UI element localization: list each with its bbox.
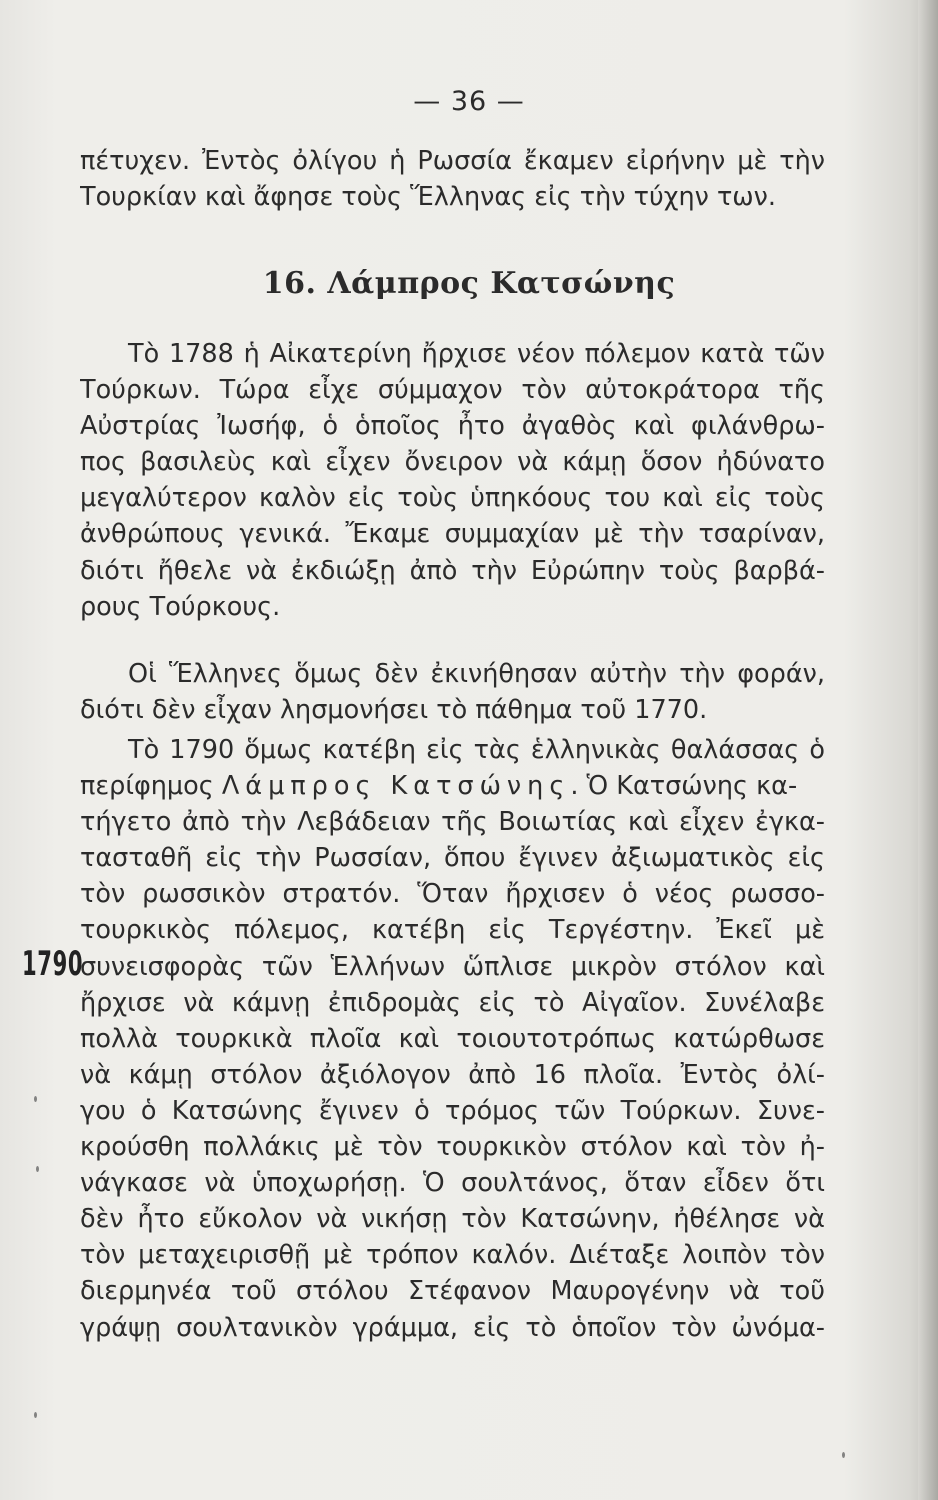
text-line: διότι ἤθελε νὰ ἐκδιώξῃ ἀπὸ τὴν Εὐρώπην τοὺς βαρβά- bbox=[80, 555, 825, 586]
text-line: ἀνθρώπους γενικά. Ἔκαμε συμμαχίαν μὲ τὴν τσαρίναν, bbox=[80, 519, 825, 550]
text-line: συνεισφορὰς τῶν Ἑλλήνων ὥπλισε μικρὸν στόλον καὶ bbox=[80, 951, 825, 982]
text-line: τὸν ρωσσικὸν στρατόν. Ὅταν ἤρχισεν ὁ νέος ρωσσο- bbox=[80, 879, 825, 910]
text-line: Αὐστρίας Ἰωσήφ, ὁ ὁποῖος ἦτο ἀγαθὸς καὶ φιλάνθρω- bbox=[80, 411, 825, 442]
text-line: τουρκικὸς πόλεμος, κατέβη εἰς Τεργέστην. Ἐκεῖ μὲ bbox=[80, 915, 825, 946]
text-line: Τούρκων. Τώρα εἶχε σύμμαχον τὸν αὐτοκράτορα τῆς bbox=[80, 375, 825, 406]
page-spine-shadow bbox=[918, 0, 938, 1500]
text-line: πέτυχεν. Ἐντὸς ὀλίγου ἡ Ρωσσία ἔκαμεν εἰρήνην μὲ τὴν bbox=[80, 146, 825, 176]
text-line: ρους Τούρκους. bbox=[80, 591, 281, 622]
text-line: Τουρκίαν καὶ ἄφησε τοὺς Ἕλληνας εἰς τὴν τύχην των. bbox=[80, 182, 777, 213]
text-line: Οἱ Ἕλληνες ὅμως δὲν ἐκινήθησαν αὐτὴν τὴν φοράν, bbox=[128, 659, 825, 689]
text-line: διερμηνέα τοῦ στόλου Στέφανον Μαυρογένην νὰ τοῦ bbox=[80, 1276, 825, 1307]
text-line: τὸν μεταχειρισθῇ μὲ τρόπον καλόν. Διέταξε λοιπὸν τὸν bbox=[80, 1240, 825, 1271]
ink-speck bbox=[36, 1166, 39, 1172]
text-line: κρούσθη πολλάκις μὲ τὸν τουρκικὸν στόλον καὶ τὸν ἠ- bbox=[80, 1132, 825, 1163]
text-line: τήγετο ἀπὸ τὴν Λεβάδειαν τῆς Βοιωτίας καὶ εἶχεν ἐγκα- bbox=[80, 807, 825, 838]
margin-year-note: 1790 bbox=[22, 944, 84, 984]
ink-speck bbox=[842, 1452, 845, 1458]
text-line: νὰ κάμῃ στόλον ἀξιόλογον ἀπὸ 16 πλοῖα. Ἐντὸς ὀλί- bbox=[80, 1059, 825, 1090]
text-line: διότι δὲν εἶχαν λησμονήσει τὸ πάθημα τοῦ 1770. bbox=[80, 695, 708, 726]
text-line: πολλὰ τουρκικὰ πλοῖα καὶ τοιουτοτρόπως κατώρθωσε bbox=[80, 1023, 825, 1054]
paragraph-3 bbox=[80, 732, 825, 1346]
text-span: περίφημος bbox=[80, 771, 222, 802]
text-line: νάγκασε νὰ ὑποχωρήσῃ. Ὁ σουλτάνος, ὅταν εἶδεν ὅτι bbox=[80, 1168, 825, 1199]
text-span: . Ὁ Κατσώνης κα- bbox=[570, 771, 798, 802]
text-line: Τὸ 1790 ὅμως κατέβη εἰς τὰς ἑλληνικὰς θαλάσσας ὁ bbox=[128, 735, 825, 765]
text-line: μεγαλύτερον καλὸν εἰς τοὺς ὑπηκόους του καὶ εἰς τοὺς bbox=[80, 483, 825, 514]
text-line: γράψῃ σουλτανικὸν γράμμα, εἰς τὸ ὁποῖον τὸν ὠνόμα- bbox=[80, 1312, 825, 1343]
spaced-name: Λάμπρος Κατσώνης bbox=[221, 771, 571, 802]
text-line: Τὸ 1788 ἡ Αἰκατερίνη ἤρχισε νέον πόλεμον κατὰ τῶν bbox=[128, 339, 825, 369]
continuation-paragraph bbox=[80, 143, 825, 215]
text-line: πος βασιλεὺς καὶ εἶχεν ὄνειρον νὰ κάμῃ ὅσον ἠδύνατο bbox=[80, 447, 825, 478]
text-line: ἤρχισε νὰ κάμνῃ ἐπιδρομὰς εἰς τὸ Αἰγαῖον. Συνέλαβε bbox=[80, 987, 825, 1018]
ink-speck bbox=[34, 1412, 37, 1418]
text-line: δὲν ἦτο εὔκολον νὰ νικήσῃ τὸν Κατσώνην, ἠθέλησε νὰ bbox=[80, 1204, 825, 1235]
paragraph-1 bbox=[80, 336, 825, 625]
paragraph-2 bbox=[80, 656, 825, 728]
text-line: τασταθῆ εἰς τὴν Ρωσσίαν, ὅπου ἔγινεν ἀξιωματικὸς εἰς bbox=[80, 843, 825, 874]
page-number: — 36 — bbox=[413, 86, 525, 117]
section-heading: 16. Λάμπρος Κατσώνης bbox=[262, 266, 676, 301]
text-line-with-name bbox=[80, 768, 825, 804]
text-line: γου ὁ Κατσώνης ἔγινεν ὁ τρόμος τῶν Τούρκων. Συνε- bbox=[80, 1095, 825, 1126]
ink-speck bbox=[34, 1096, 37, 1102]
